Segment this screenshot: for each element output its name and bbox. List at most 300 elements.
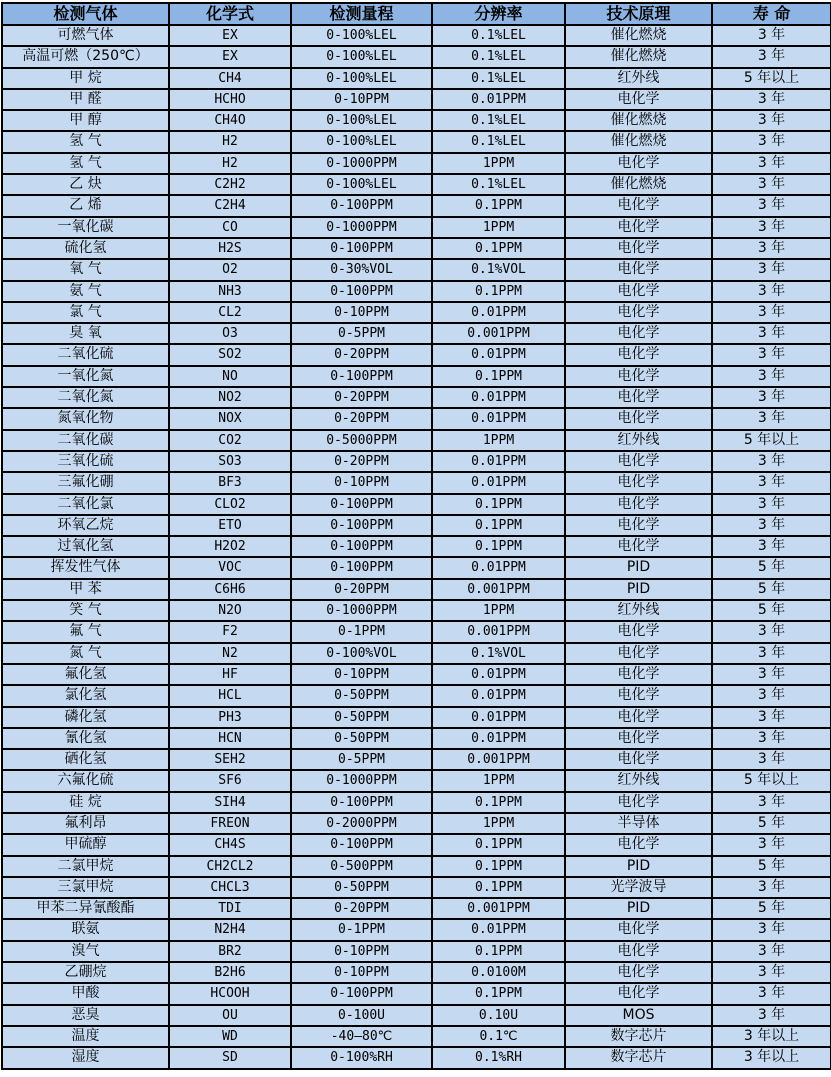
cell-principle: 红外线 [565, 770, 712, 791]
cell-range: 0-20PPM [291, 344, 432, 365]
cell-gas: 过氧化氢 [2, 536, 169, 557]
table-row [2, 536, 831, 557]
table-row [2, 813, 831, 834]
cell-resolution: 0.1PPM [432, 792, 565, 813]
table-row [2, 472, 831, 493]
cell-formula: SEH2 [169, 749, 291, 770]
cell-resolution: 1PPM [432, 770, 565, 791]
table-row [2, 153, 831, 174]
table-row [2, 664, 831, 685]
cell-gas: 一氧化氮 [2, 366, 169, 387]
cell-formula: CO2 [169, 430, 291, 451]
cell-lifespan: 3 年 [712, 494, 831, 515]
table-row [2, 174, 831, 195]
cell-gas: 二氧化氮 [2, 387, 169, 408]
cell-range: 0-1000PPM [291, 600, 432, 621]
cell-formula: SD [169, 1047, 291, 1068]
cell-formula: EX [169, 46, 291, 67]
table-row [2, 792, 831, 813]
cell-lifespan: 3 年 [712, 259, 831, 280]
cell-gas: 氮氧化物 [2, 408, 169, 429]
cell-lifespan: 3 年 [712, 728, 831, 749]
cell-formula: VOC [169, 557, 291, 578]
cell-gas: 高温可燃（250℃） [2, 46, 169, 67]
table-row [2, 728, 831, 749]
table-row [2, 344, 831, 365]
cell-principle: 电化学 [565, 707, 712, 728]
cell-formula: SIH4 [169, 792, 291, 813]
cell-formula: CH4 [169, 68, 291, 89]
cell-principle: 电化学 [565, 217, 712, 238]
cell-principle: 电化学 [565, 366, 712, 387]
cell-gas: 甲 烷 [2, 68, 169, 89]
cell-formula: SO2 [169, 344, 291, 365]
table-row [2, 983, 831, 1004]
cell-formula: ETO [169, 515, 291, 536]
cell-principle: 红外线 [565, 68, 712, 89]
cell-lifespan: 3 年 [712, 834, 831, 855]
cell-range: 0-5PPM [291, 749, 432, 770]
table-row [2, 707, 831, 728]
cell-resolution: 0.1PPM [432, 281, 565, 302]
table-row [2, 68, 831, 89]
cell-resolution: 0.1PPM [432, 834, 565, 855]
cell-formula: C2H2 [169, 174, 291, 195]
cell-range: 0-20PPM [291, 451, 432, 472]
cell-gas: 硅 烷 [2, 792, 169, 813]
cell-resolution: 0.001PPM [432, 621, 565, 642]
cell-gas: 甲 苯 [2, 579, 169, 600]
cell-lifespan: 3 年 [712, 664, 831, 685]
cell-principle: 电化学 [565, 195, 712, 216]
cell-resolution: 0.1%VOL [432, 259, 565, 280]
cell-resolution: 0.01PPM [432, 408, 565, 429]
cell-gas: 三氯甲烷 [2, 877, 169, 898]
table-row [2, 131, 831, 152]
cell-formula: SF6 [169, 770, 291, 791]
cell-lifespan: 5 年 [712, 600, 831, 621]
cell-range: 0-100%RH [291, 1047, 432, 1068]
cell-range: 0-500PPM [291, 856, 432, 877]
cell-principle: 电化学 [565, 664, 712, 685]
table-row [2, 1005, 831, 1026]
table-row [2, 515, 831, 536]
cell-lifespan: 3 年 [712, 195, 831, 216]
cell-formula: NH3 [169, 281, 291, 302]
cell-gas: 甲酸 [2, 983, 169, 1004]
cell-formula: HCHO [169, 89, 291, 110]
cell-gas: 氧 气 [2, 259, 169, 280]
cell-lifespan: 3 年 [712, 387, 831, 408]
table-row [2, 259, 831, 280]
header-cell-principle: 技术原理 [565, 3, 712, 25]
table-row [2, 25, 831, 46]
cell-range: 0-100PPM [291, 494, 432, 515]
cell-range: 0-20PPM [291, 387, 432, 408]
cell-resolution: 0.01PPM [432, 685, 565, 706]
cell-lifespan: 5 年以上 [712, 770, 831, 791]
cell-lifespan: 3 年 [712, 643, 831, 664]
cell-lifespan: 5 年 [712, 813, 831, 834]
cell-principle: 光学波导 [565, 877, 712, 898]
cell-formula: HCL [169, 685, 291, 706]
cell-formula: CH4O [169, 110, 291, 131]
cell-resolution: 0.001PPM [432, 323, 565, 344]
cell-formula: B2H6 [169, 962, 291, 983]
table-row [2, 89, 831, 110]
cell-formula: CLO2 [169, 494, 291, 515]
cell-principle: 电化学 [565, 302, 712, 323]
cell-principle: 电化学 [565, 941, 712, 962]
cell-gas: 恶臭 [2, 1005, 169, 1026]
cell-resolution: 0.01PPM [432, 728, 565, 749]
cell-lifespan: 3 年 [712, 983, 831, 1004]
cell-resolution: 0.1PPM [432, 238, 565, 259]
cell-range: 0-100PPM [291, 557, 432, 578]
cell-resolution: 0.1PPM [432, 494, 565, 515]
cell-range: 0-5000PPM [291, 430, 432, 451]
cell-lifespan: 3 年 [712, 472, 831, 493]
cell-resolution: 0.001PPM [432, 898, 565, 919]
cell-formula: TDI [169, 898, 291, 919]
cell-formula: H2S [169, 238, 291, 259]
cell-gas: 乙 炔 [2, 174, 169, 195]
table-row [2, 685, 831, 706]
cell-lifespan: 5 年以上 [712, 430, 831, 451]
cell-lifespan: 3 年 [712, 1005, 831, 1026]
cell-formula: BR2 [169, 941, 291, 962]
cell-formula: F2 [169, 621, 291, 642]
cell-gas: 氯化氢 [2, 685, 169, 706]
cell-resolution: 0.1PPM [432, 536, 565, 557]
cell-formula: FREON [169, 813, 291, 834]
cell-range: 0-20PPM [291, 408, 432, 429]
cell-formula: NOX [169, 408, 291, 429]
header-cell-range: 检测量程 [291, 3, 432, 25]
cell-lifespan: 3 年 [712, 515, 831, 536]
cell-principle: 电化学 [565, 344, 712, 365]
cell-gas: 一氧化碳 [2, 217, 169, 238]
cell-gas: 氢 气 [2, 131, 169, 152]
cell-principle: 电化学 [565, 494, 712, 515]
table-row [2, 323, 831, 344]
cell-resolution: 0.1%LEL [432, 174, 565, 195]
cell-principle: 电化学 [565, 472, 712, 493]
table-row [2, 46, 831, 67]
cell-lifespan: 3 年 [712, 919, 831, 940]
cell-principle: 电化学 [565, 685, 712, 706]
cell-range: 0-50PPM [291, 728, 432, 749]
cell-principle: 红外线 [565, 600, 712, 621]
cell-resolution: 0.1%VOL [432, 643, 565, 664]
table-row [2, 238, 831, 259]
cell-resolution: 0.01PPM [432, 89, 565, 110]
cell-gas: 氨 气 [2, 281, 169, 302]
cell-range: 0-10PPM [291, 472, 432, 493]
cell-range: 0-1000PPM [291, 217, 432, 238]
cell-lifespan: 3 年 [712, 685, 831, 706]
cell-gas: 氰化氢 [2, 728, 169, 749]
cell-range: 0-20PPM [291, 898, 432, 919]
cell-resolution: 0.1%LEL [432, 131, 565, 152]
cell-lifespan: 3 年 [712, 877, 831, 898]
cell-principle: 催化燃烧 [565, 174, 712, 195]
cell-lifespan: 3 年以上 [712, 1026, 831, 1047]
table-header [2, 3, 831, 25]
cell-formula: H2 [169, 131, 291, 152]
cell-formula: OU [169, 1005, 291, 1026]
cell-lifespan: 3 年 [712, 174, 831, 195]
table-row [2, 494, 831, 515]
cell-gas: 臭 氧 [2, 323, 169, 344]
cell-principle: 红外线 [565, 430, 712, 451]
cell-formula: H2 [169, 153, 291, 174]
cell-lifespan: 3 年 [712, 153, 831, 174]
cell-formula: EX [169, 25, 291, 46]
cell-formula: WD [169, 1026, 291, 1047]
cell-gas: 甲苯二异氰酸酯 [2, 898, 169, 919]
cell-resolution: 0.1PPM [432, 366, 565, 387]
cell-lifespan: 3 年 [712, 323, 831, 344]
cell-principle: 数字芯片 [565, 1026, 712, 1047]
cell-gas: 联氨 [2, 919, 169, 940]
table-row [2, 430, 831, 451]
cell-range: 0-1000PPM [291, 153, 432, 174]
cell-principle: 电化学 [565, 643, 712, 664]
cell-resolution: 0.1PPM [432, 515, 565, 536]
header-cell-resolution: 分辨率 [432, 3, 565, 25]
cell-resolution: 0.01PPM [432, 387, 565, 408]
cell-gas: 二氧化氯 [2, 494, 169, 515]
cell-gas: 乙 烯 [2, 195, 169, 216]
cell-principle: 电化学 [565, 749, 712, 770]
cell-resolution: 0.1%LEL [432, 25, 565, 46]
table-row [2, 600, 831, 621]
cell-resolution: 1PPM [432, 217, 565, 238]
cell-range: 0-100%LEL [291, 110, 432, 131]
cell-resolution: 0.01PPM [432, 472, 565, 493]
cell-resolution: 0.001PPM [432, 579, 565, 600]
cell-gas: 可燃气体 [2, 25, 169, 46]
cell-range: 0-10PPM [291, 89, 432, 110]
cell-range: 0-100PPM [291, 195, 432, 216]
header-cell-formula: 化学式 [169, 3, 291, 25]
cell-formula: SO3 [169, 451, 291, 472]
cell-formula: N2 [169, 643, 291, 664]
cell-principle: 电化学 [565, 621, 712, 642]
cell-gas: 硒化氢 [2, 749, 169, 770]
cell-principle: 电化学 [565, 983, 712, 1004]
cell-lifespan: 3 年 [712, 941, 831, 962]
cell-formula: HF [169, 664, 291, 685]
cell-lifespan: 3 年 [712, 89, 831, 110]
table-row [2, 621, 831, 642]
cell-gas: 氢 气 [2, 153, 169, 174]
cell-principle: 催化燃烧 [565, 25, 712, 46]
table-row [2, 834, 831, 855]
cell-resolution: 0.1PPM [432, 983, 565, 1004]
cell-gas: 乙硼烷 [2, 962, 169, 983]
table-body [2, 25, 831, 1069]
cell-resolution: 0.01PPM [432, 707, 565, 728]
cell-principle: 电化学 [565, 792, 712, 813]
cell-lifespan: 3 年 [712, 238, 831, 259]
cell-resolution: 1PPM [432, 430, 565, 451]
cell-principle: 电化学 [565, 728, 712, 749]
cell-range: 0-100PPM [291, 238, 432, 259]
table-row [2, 195, 831, 216]
table-row [2, 749, 831, 770]
cell-principle: 数字芯片 [565, 1047, 712, 1068]
cell-resolution: 0.01PPM [432, 302, 565, 323]
cell-formula: HCN [169, 728, 291, 749]
cell-lifespan: 5 年 [712, 557, 831, 578]
table-row [2, 1047, 831, 1068]
cell-range: 0-50PPM [291, 877, 432, 898]
cell-principle: 电化学 [565, 153, 712, 174]
cell-resolution: 0.1%LEL [432, 68, 565, 89]
cell-gas: 氯 气 [2, 302, 169, 323]
cell-range: 0-100%LEL [291, 46, 432, 67]
cell-principle: 电化学 [565, 387, 712, 408]
cell-formula: HCOOH [169, 983, 291, 1004]
cell-formula: C2H4 [169, 195, 291, 216]
table-row [2, 643, 831, 664]
cell-range: 0-100PPM [291, 983, 432, 1004]
cell-range: 0-1000PPM [291, 770, 432, 791]
cell-gas: 温度 [2, 1026, 169, 1047]
cell-range: 0-1PPM [291, 919, 432, 940]
cell-lifespan: 3 年 [712, 707, 831, 728]
cell-range: 0-2000PPM [291, 813, 432, 834]
cell-principle: 半导体 [565, 813, 712, 834]
cell-lifespan: 5 年 [712, 856, 831, 877]
cell-range: 0-10PPM [291, 962, 432, 983]
cell-range: -40—80℃ [291, 1026, 432, 1047]
cell-gas: 氟 气 [2, 621, 169, 642]
cell-lifespan: 3 年 [712, 621, 831, 642]
cell-gas: 甲 醇 [2, 110, 169, 131]
cell-resolution: 1PPM [432, 600, 565, 621]
cell-resolution: 0.001PPM [432, 749, 565, 770]
cell-gas: 磷化氢 [2, 707, 169, 728]
cell-lifespan: 3 年 [712, 281, 831, 302]
cell-formula: N2H4 [169, 919, 291, 940]
cell-range: 0-50PPM [291, 685, 432, 706]
cell-range: 0-100PPM [291, 515, 432, 536]
cell-gas: 硫化氢 [2, 238, 169, 259]
cell-principle: PID [565, 898, 712, 919]
cell-formula: CO [169, 217, 291, 238]
cell-gas: 甲硫醇 [2, 834, 169, 855]
cell-range: 0-100%LEL [291, 174, 432, 195]
cell-range: 0-100U [291, 1005, 432, 1026]
cell-gas: 六氟化硫 [2, 770, 169, 791]
cell-formula: O2 [169, 259, 291, 280]
cell-lifespan: 3 年 [712, 536, 831, 557]
cell-lifespan: 3 年 [712, 110, 831, 131]
cell-range: 0-100PPM [291, 366, 432, 387]
cell-resolution: 0.1%LEL [432, 110, 565, 131]
cell-principle: 电化学 [565, 89, 712, 110]
cell-range: 0-50PPM [291, 707, 432, 728]
table-row [2, 1026, 831, 1047]
cell-lifespan: 3 年 [712, 962, 831, 983]
cell-lifespan: 3 年 [712, 792, 831, 813]
table-row [2, 898, 831, 919]
cell-principle: 催化燃烧 [565, 110, 712, 131]
table-row [2, 856, 831, 877]
table-row [2, 919, 831, 940]
cell-range: 0-100PPM [291, 536, 432, 557]
header-cell-lifespan: 寿 命 [712, 3, 831, 25]
table-row [2, 451, 831, 472]
cell-principle: 电化学 [565, 919, 712, 940]
cell-formula: PH3 [169, 707, 291, 728]
table-row [2, 302, 831, 323]
table-row [2, 557, 831, 578]
cell-resolution: 0.01PPM [432, 557, 565, 578]
cell-principle: 电化学 [565, 238, 712, 259]
table-row [2, 408, 831, 429]
cell-formula: N2O [169, 600, 291, 621]
cell-formula: C6H6 [169, 579, 291, 600]
cell-gas: 氟利昂 [2, 813, 169, 834]
cell-resolution: 0.10U [432, 1005, 565, 1026]
cell-principle: PID [565, 579, 712, 600]
cell-gas: 三氧化硫 [2, 451, 169, 472]
cell-lifespan: 3 年 [712, 217, 831, 238]
cell-range: 0-10PPM [291, 302, 432, 323]
cell-range: 0-20PPM [291, 579, 432, 600]
cell-range: 0-10PPM [291, 941, 432, 962]
cell-formula: BF3 [169, 472, 291, 493]
cell-principle: MOS [565, 1005, 712, 1026]
cell-lifespan: 3 年 [712, 131, 831, 152]
cell-resolution: 0.1℃ [432, 1026, 565, 1047]
cell-principle: 催化燃烧 [565, 46, 712, 67]
cell-principle: 电化学 [565, 408, 712, 429]
cell-principle: 催化燃烧 [565, 131, 712, 152]
cell-resolution: 0.1PPM [432, 856, 565, 877]
cell-resolution: 0.1PPM [432, 195, 565, 216]
cell-lifespan: 3 年 [712, 25, 831, 46]
cell-principle: PID [565, 557, 712, 578]
table-row [2, 281, 831, 302]
cell-range: 0-100PPM [291, 792, 432, 813]
cell-formula: CH2CL2 [169, 856, 291, 877]
cell-resolution: 0.01PPM [432, 664, 565, 685]
table-row [2, 877, 831, 898]
cell-formula: CL2 [169, 302, 291, 323]
table-row [2, 770, 831, 791]
cell-resolution: 0.0100M [432, 962, 565, 983]
cell-gas: 挥发性气体 [2, 557, 169, 578]
cell-lifespan: 3 年 [712, 366, 831, 387]
cell-range: 0-100%LEL [291, 131, 432, 152]
cell-lifespan: 5 年 [712, 898, 831, 919]
cell-formula: NO [169, 366, 291, 387]
cell-formula: CHCL3 [169, 877, 291, 898]
header-cell-gas: 检测气体 [2, 3, 169, 25]
cell-principle: 电化学 [565, 834, 712, 855]
cell-resolution: 0.01PPM [432, 919, 565, 940]
cell-gas: 氮 气 [2, 643, 169, 664]
cell-principle: PID [565, 856, 712, 877]
cell-formula: CH4S [169, 834, 291, 855]
cell-range: 0-100PPM [291, 834, 432, 855]
cell-resolution: 0.01PPM [432, 451, 565, 472]
